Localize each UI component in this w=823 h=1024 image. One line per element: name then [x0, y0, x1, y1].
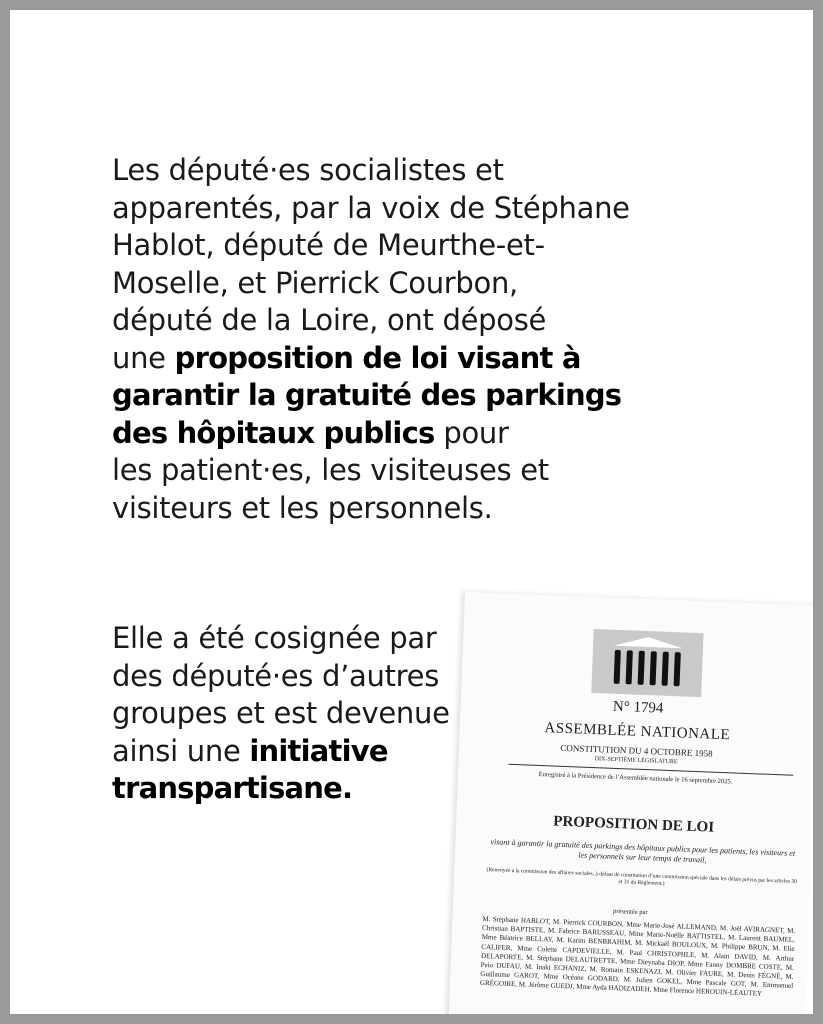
text-line: Elle a été cosignée par	[112, 621, 437, 655]
text-line: Hablot, député de Meurthe-et-	[112, 228, 545, 262]
legislature-line: DIX-SEPTIÈME LÉGISLATURE	[594, 756, 678, 766]
document-title: PROPOSITION DE LOI	[553, 813, 715, 836]
text-segment: une	[112, 340, 175, 375]
text-line: député de la Loire, ont déposé	[112, 303, 547, 337]
assemblee-logo-icon	[591, 629, 703, 697]
text-line: Moselle, et Pierrick Courbon,	[112, 265, 518, 300]
bold-segment: initiative	[249, 733, 388, 768]
bold-segment: proposition de loi visant à	[174, 340, 581, 375]
text-line: des député·es d’autres	[112, 658, 439, 693]
constitution-line: CONSTITUTION DU 4 OCTOBRE 1958	[560, 742, 713, 759]
presented-by-label: présentée par	[612, 907, 648, 917]
text-line: apparentés, par la voix de Stéphane	[112, 190, 630, 225]
text-line	[112, 415, 672, 453]
institution-name: ASSEMBLÉE NATIONALE	[544, 720, 731, 744]
bold-segment: garantir la gratuité des parkings	[112, 378, 622, 412]
cosign-paragraph	[112, 620, 492, 808]
text-segment: pour	[434, 415, 509, 450]
intro-paragraph	[112, 152, 672, 527]
text-line	[112, 733, 492, 771]
law-proposal-document	[447, 592, 813, 1014]
bold-segment: des hôpitaux publics	[112, 415, 435, 450]
registration-line: Enregistré à la Présidence de l’Assemblée nationale le 16 septembre 2025.	[538, 770, 733, 786]
text-line: les patient·es, les visiteuses et	[112, 453, 549, 487]
document-subtitle: visant à garantir la gratuité des parkings des hôpitaux publics pour les patients, les visiteurs et les personnels sur leur temps de travail,	[490, 837, 796, 865]
text-line	[112, 377, 672, 415]
text-line	[112, 770, 492, 808]
text-line: groupes et est devenue	[112, 696, 450, 730]
text-line	[112, 340, 672, 378]
bold-segment: transpartisane.	[112, 771, 353, 805]
text-line: visiteurs et les personnels.	[112, 490, 493, 525]
referral-note: (Renvoyée à la commission des affaires sociales, à défaut de constitution d’une commission spéciale dans les délais prévus par les articles 30 et 31 du Règlement.)	[486, 867, 798, 887]
text-segment: ainsi une	[112, 733, 250, 768]
signatories-list: M. Stéphane HABLOT, M. Pierrick COURBON, Mme Marie-José ALLEMAND, M. Joël AVIRAGNET, M. Christian BAPTISTE, M. Fabrice BARUSSEAU, Mme Marie-Noëlle BATTISTEL, M. Laurent BAUMEL, Mme Béatrice BELLAY, M. Karim BENBRAHIM, M. Mickaël BOULOUX, M. Philippe BRUN, M. Elie CALIFER, Mme Colette CAPDEVIELLE, M. Paul CHRISTOPHLE, M. Alain DAVID, M. Arthur DELAPORTE, M. Stéphane DELAUTRETTE, Mme Dieynaba DIOP, Mme Fanny DOMBRE COSTE, M. Peio DUFAU, M. Inaki ECHANIZ, M. Romain ESKENAZI, M. Olivier FAURE, M. Denis FÉGNÉ, M. Guillaume GAROT, Mme Océane GODARD, M. Julien GOKEL, Mme Pascale GOT, M. Emmanuel GRÉGOIRE, M. Jérôme GUEDJ, Mme Ayda HADIZADEH, Mme Florence HEROUIN-LÉAUTEY	[479, 914, 796, 999]
text-line: Les député·es socialistes et	[112, 153, 504, 187]
post-card	[10, 10, 813, 1014]
document-number: N° 1794	[612, 698, 664, 717]
